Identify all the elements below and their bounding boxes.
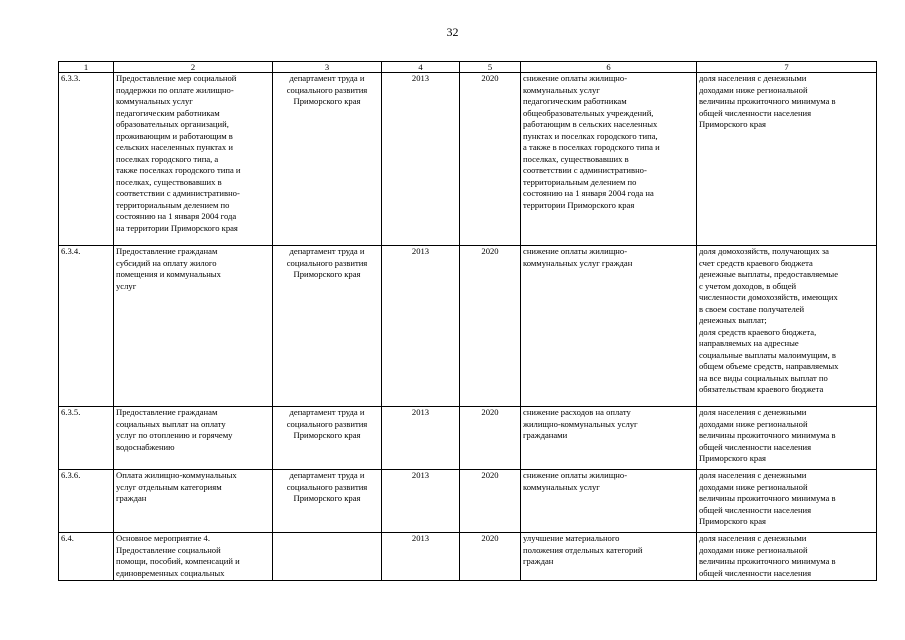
text-line: доля населения с денежными [699,73,807,83]
text-line: общей численности населения [699,441,812,452]
expected-result [521,470,697,533]
text-line: положения отдельных категорий [523,544,643,555]
text-line: соответствии с административно- [116,188,240,198]
row-code: 6.3.6. [59,470,114,533]
end-year: 2020 [460,533,521,581]
page-number: 32 [446,25,459,39]
text-line: доля населения с денежными [699,470,807,480]
text-line: доходами ниже региональной [699,418,808,429]
text-line: департамент труда и [289,470,365,480]
measures-table [58,61,877,581]
column-header: 5 [460,62,521,73]
text-line: департамент труда и [289,73,365,83]
text-line: педагогическим работникам [523,96,627,106]
text-line: социальные выплаты малоимущим, в [699,349,836,360]
text-line: поселках городского типа, а [116,153,219,164]
text-line: департамент труда и [289,246,365,256]
expected-result [521,73,697,246]
executor [273,246,382,407]
text-line: общей численности населения [699,567,812,578]
indicator [697,407,877,470]
executor [273,533,382,581]
start-year: 2013 [382,533,460,581]
text-line: Приморского края [699,119,766,129]
text-line: снижение оплаты жилищно- [523,470,628,480]
text-line: состоянию на 1 января 2004 года на [523,188,654,198]
text-line: денежных выплат; [699,315,767,325]
table-row [59,407,877,470]
table-header-row [59,62,877,73]
text-line: Приморского края [293,493,361,503]
expected-result [521,246,697,407]
text-line: Приморского края [293,430,361,440]
text-line: состоянию на 1 января 2004 года [116,211,237,221]
text-line: в своем составе получателей [699,303,805,314]
text-line: водоснабжению [116,441,175,452]
text-line: а также в поселках городского типа и [523,142,660,152]
text-line: граждан [116,493,147,503]
table-row [59,73,877,246]
text-line: Приморского края [699,453,766,463]
column-header: 2 [114,62,273,73]
text-line: доля населения с денежными [699,407,807,417]
executor [273,73,382,246]
row-code: 6.3.3. [59,73,114,246]
text-line: денежные выплаты, предоставляемые [699,269,839,279]
text-line: на все виды социальных выплат по [699,372,828,383]
text-line: жилищно-коммунальных услуг [523,418,638,429]
text-line: общем объеме средств, направляемых [699,361,839,371]
text-line: Предоставление социальной [116,544,221,555]
measure-name [114,407,273,470]
text-line: сельских населенных пунктах и [116,142,233,152]
text-line: на территории Приморского края [116,222,238,233]
text-line: доля домохозяйств, получающих за [699,246,829,256]
measure-name [114,246,273,407]
text-line: Предоставление мер социальной [116,73,237,83]
start-year: 2013 [382,407,460,470]
text-line: Оплата жилищно-коммунальных [116,470,237,480]
expected-result [521,533,697,581]
text-line: доходами ниже региональной [699,544,808,555]
end-year: 2020 [460,246,521,407]
text-line: обязательствам краевого бюджета [699,384,824,394]
table-row [59,470,877,533]
text-line: социального развития [286,84,368,95]
text-line: направляемых на адресные [699,338,799,348]
text-line: улучшение материального [523,533,620,543]
text-line: общей численности населения [699,107,812,118]
text-line: величины прожиточного минимума в [699,556,836,566]
text-line: величины прожиточного минимума в [699,96,836,106]
text-line: снижение расходов на оплату [523,407,631,417]
text-line: услуг отдельным категориям [116,481,222,492]
text-line: социальных выплат на оплату [116,418,226,429]
text-line: субсидий на оплату жилого [116,257,217,268]
text-line: Предоставление гражданам [116,246,218,256]
column-header: 6 [521,62,697,73]
text-line: счет средств краевого бюджета [699,257,813,268]
indicator [697,470,877,533]
text-line: Приморского края [699,516,766,526]
start-year: 2013 [382,73,460,246]
text-line: Приморского края [293,269,361,279]
text-line: территориальным делением по [116,199,230,210]
text-line: социального развития [286,481,368,492]
text-line: услуг по отоплению и горячему [116,430,233,440]
row-code: 6.3.5. [59,407,114,470]
indicator [697,533,877,581]
measure-name [114,470,273,533]
text-line: социального развития [286,418,368,429]
text-line: поддержки по оплате жилищно- [116,84,234,95]
text-line: доходами ниже региональной [699,481,808,492]
end-year: 2020 [460,407,521,470]
text-line: коммунальных услуг граждан [523,257,633,268]
text-line: величины прожиточного минимума в [699,493,836,503]
text-line: помещения и коммунальных [116,269,221,279]
row-code: 6.3.4. [59,246,114,407]
text-line: численности домохозяйств, имеющих [699,292,838,302]
text-line: доходами ниже региональной [699,84,808,95]
text-line: снижение оплаты жилищно- [523,246,628,256]
text-line: доля средств краевого бюджета, [699,326,817,337]
text-line: Приморского края [293,96,361,106]
text-line: доля населения с денежными [699,533,807,543]
text-line: коммунальных услуг [523,481,600,492]
text-line: департамент труда и [289,407,365,417]
end-year: 2020 [460,470,521,533]
measure-name [114,73,273,246]
measure-name [114,533,273,581]
column-header: 1 [59,62,114,73]
start-year: 2013 [382,246,460,407]
text-line: услуг [116,280,137,291]
text-line: общей численности населения [699,504,812,515]
text-line: граждан [523,556,554,566]
text-line: социального развития [286,257,368,268]
text-line: коммунальных услуг [116,96,193,106]
indicator [697,73,877,246]
text-line: также поселках городского типа и [116,165,241,175]
column-header: 4 [382,62,460,73]
executor [273,407,382,470]
start-year: 2013 [382,470,460,533]
text-line: поселках, существовавших в [523,153,629,164]
text-line: Предоставление гражданам [116,407,218,417]
table-row [59,533,877,581]
text-line: общеобразовательных учреждений, [523,107,654,118]
text-line: коммунальных услуг [523,84,600,95]
text-line: работающим в сельских населенных [523,119,658,129]
table-row [59,246,877,407]
text-line: пунктах и поселках городского типа, [523,130,658,141]
text-line: величины прожиточного минимума в [699,430,836,440]
row-code: 6.4. [59,533,114,581]
text-line: с учетом доходов, в общей [699,280,797,291]
text-line: снижение оплаты жилищно- [523,73,628,83]
end-year: 2020 [460,73,521,246]
text-line: проживающим и работающим в [116,130,233,141]
text-line: образовательных организаций, [116,119,229,129]
text-line: помощи, пособий, компенсаций и [116,556,240,566]
text-line: педагогическим работникам [116,107,220,118]
text-line: территориальным делением по [523,176,637,187]
executor [273,470,382,533]
text-line: поселках, существовавших в [116,176,222,187]
text-line: соответствии с административно- [523,165,647,175]
text-line: Основное мероприятие 4. [116,533,210,543]
indicator [697,246,877,407]
text-line: единовременных социальных [116,567,225,578]
column-header: 7 [697,62,877,73]
expected-result [521,407,697,470]
text-line: территории Приморского края [523,199,635,210]
text-line: гражданами [523,430,568,440]
column-header: 3 [273,62,382,73]
